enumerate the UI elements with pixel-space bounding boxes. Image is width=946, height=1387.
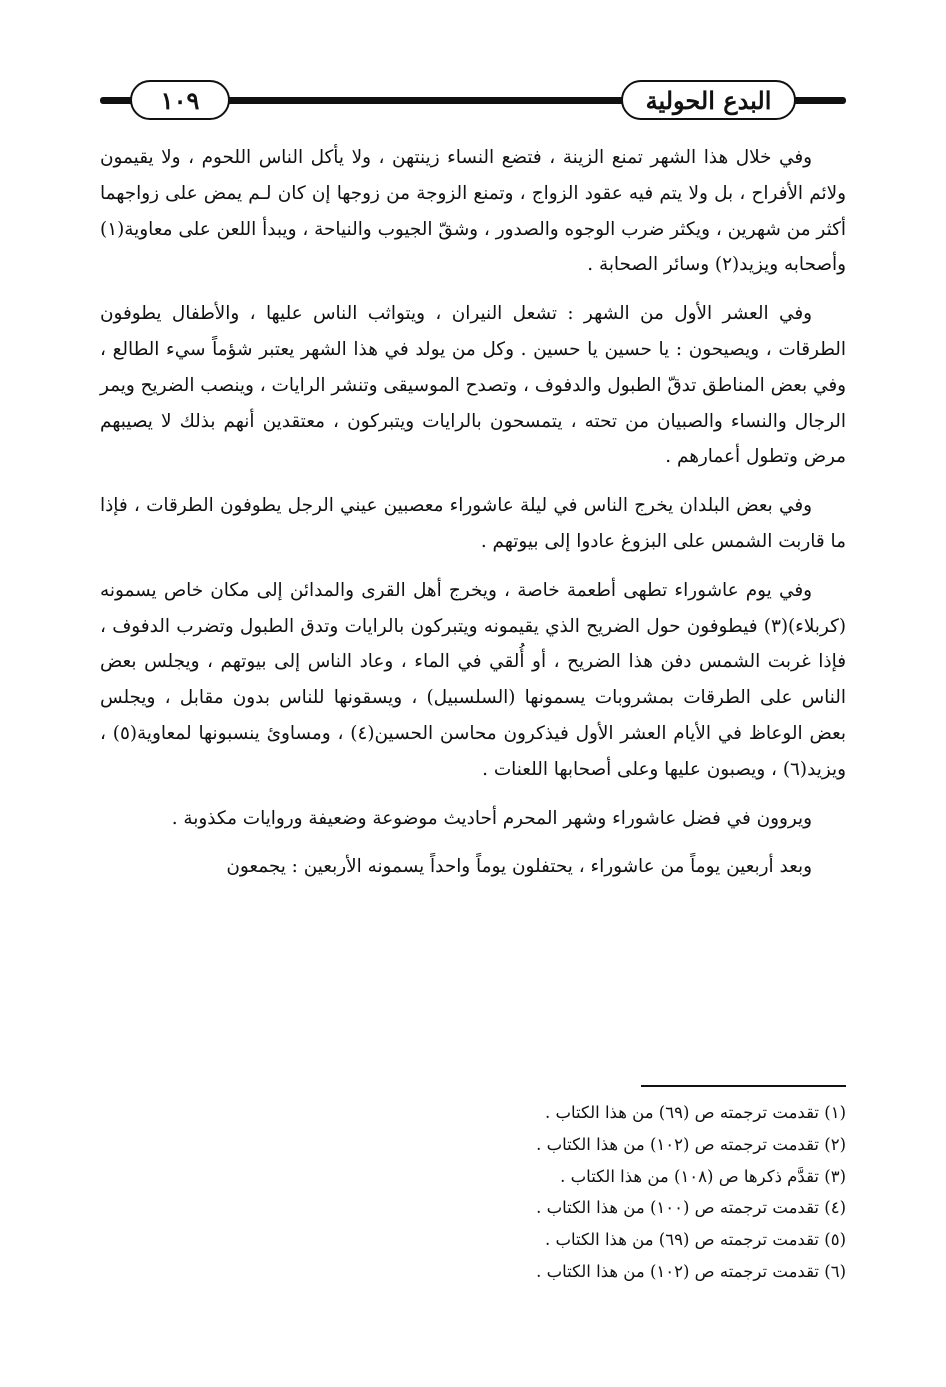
footnote-2: (٢) تقدمت ترجمته ص (١٠٢) من هذا الكتاب . — [536, 1134, 846, 1154]
footnote-6: (٦) تقدمت ترجمته ص (١٠٢) من هذا الكتاب . — [536, 1261, 846, 1281]
footnote-3: (٣) تقدَّم ذكرها ص (١٠٨) من هذا الكتاب . — [560, 1166, 846, 1186]
paragraph-1: وفي خلال هذا الشهر تمنع الزينة ، فتضع النساء زينتهن ، ولا يأكل الناس اللحوم ، ولا يقيمون ولائم الأفراح ، بل ولا يتم فيه عقود الزواج ، وتمنع الزوجة من زوجها إن كان لـم يمض على زواجهما أكثر من شهرين ، ويكثر ضرب الوجوه والصدور ، وشقّ الجيوب والنياحة ، ويبدأ اللعن على معاوية(١) وأصحابه ويزيد(٢) وسائر الصحابة . — [100, 147, 846, 276]
footnote-separator — [641, 1085, 846, 1087]
paragraph-5: ويروون في فضل عاشوراء وشهر المحرم أحاديث موضوعة وضعيفة وروايات مكذوبة . — [171, 807, 812, 829]
paragraph-2: وفي العشر الأول من الشهر : تشعل النيران ، ويتواثب الناس عليها ، والأطفال يطوفون الطرقات ، ويصيحون : يا حسين يا حسين . وكل من يولد في هذا الشهر يعتبر شؤماً سيء الطالع ، وفي بعض المناطق تدقّ الطبول والدفوف ، وتصدح الموسيقى وتنشر الرايات ، وينصب الضريح ويمر الرجال والنساء والصبيان من تحته ، يتمسحون بالرايات ويتبركون ، معتقدين أنهم بذلك لا يصيبهم مرض وتطول أعمارهم . — [100, 303, 846, 468]
footnote-4: (٤) تقدمت ترجمته ص (١٠٠) من هذا الكتاب . — [536, 1198, 846, 1218]
paragraph-3: وفي بعض البلدان يخرج الناس في ليلة عاشوراء معصبين عيني الرجل يطوفون الطرقات ، فإذا ما قاربت الشمس على البزوغ عادوا إلى بيوتهم . — [100, 495, 846, 552]
footnote-1: (١) تقدمت ترجمته ص (٦٩) من هذا الكتاب . — [544, 1103, 846, 1122]
paragraph-6: وبعد أربعين يوماً من عاشوراء ، يحتفلون يوماً واحداً يسمونه الأربعين : يجمعون — [226, 856, 812, 878]
page-header — [100, 80, 846, 124]
page-number: ١٠٩ — [130, 80, 230, 120]
running-title: البدع الحولية — [621, 80, 796, 120]
paragraph-4: وفي يوم عاشوراء تطهى أطعمة خاصة ، ويخرج أهل القرى والمدائن إلى مكان خاص يسمونه (كربلاء)(٣) فيطوفون حول الضريح الذي يقيمونه ويتبركون بالرايات وتدق الطبول وتضرب الدفوف ، فإذا غربت الشمس دفن هذا الضريح ، أو أُلقي في الماء ، وعاد الناس إلى بيوتهم ، ويجلس بعض الناس على الطرقات بمشروبات يسمونها (السلسبيل) ، ويسقونها للناس بدون مقابل ، ويجلس بعض الوعاظ في الأيام العشر الأول فيذكرون محاسن الحسين(٤) ، ومساوئ ينسبونها لمعاوية(٥) ، ويزيد(٦) ، ويصبون عليها وعلى أصحابها اللعنات . — [100, 579, 846, 780]
body-text — [100, 140, 846, 898]
footnotes-list — [100, 1097, 846, 1288]
footnote-5: (٥) تقدمت ترجمته ص (٦٩) من هذا الكتاب . — [544, 1230, 846, 1250]
